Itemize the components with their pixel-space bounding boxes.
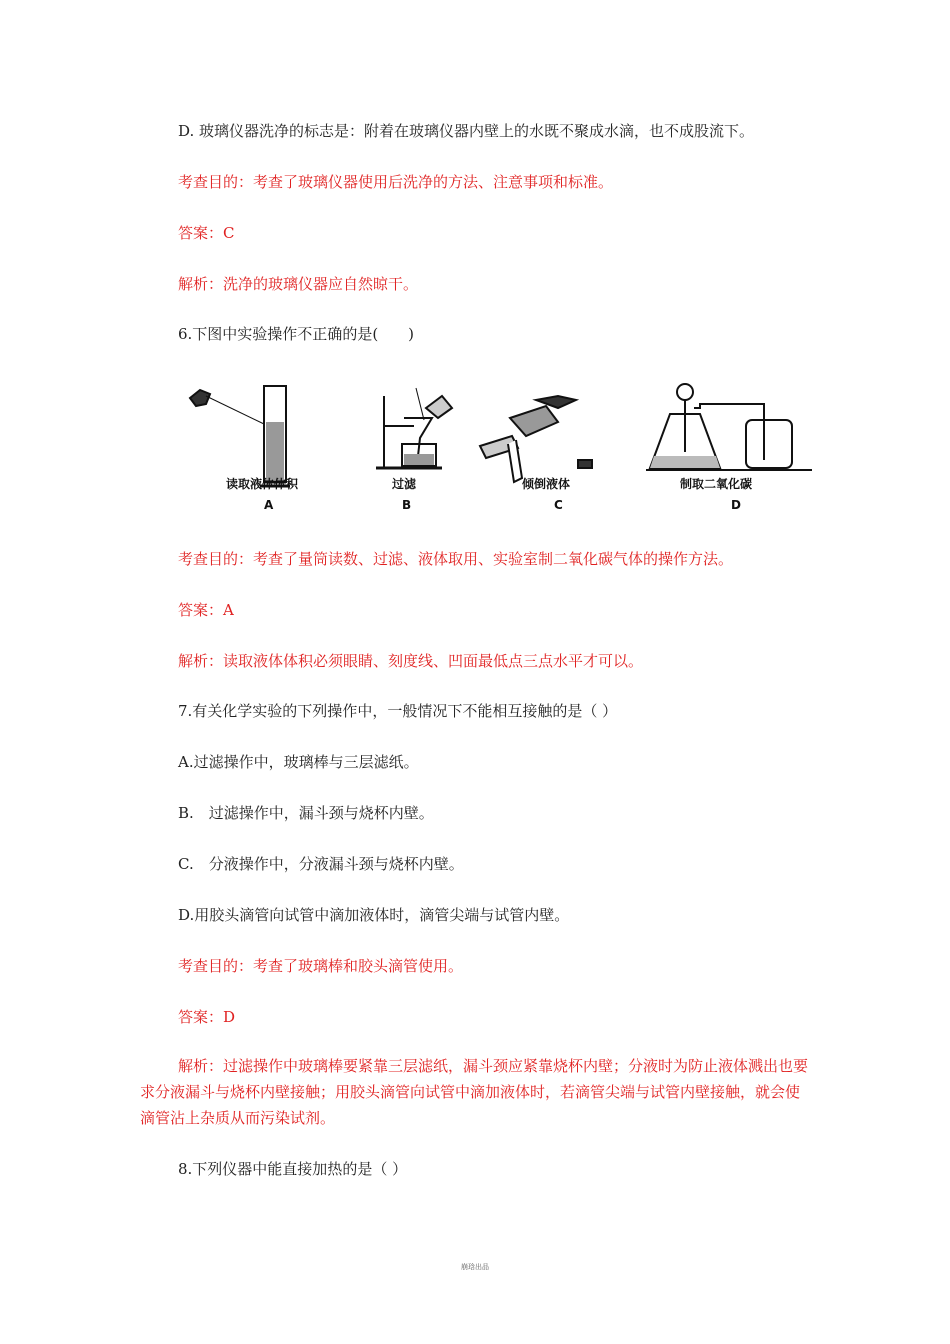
q7-question: 7.有关化学实验的下列操作中，一般情况下不能相互接触的是（ ）: [178, 702, 618, 720]
q5-option-d: D. 玻璃仪器洗净的标志是：附着在玻璃仪器内壁上的水既不聚成水滴，也不成股流下。: [178, 122, 755, 140]
q7-option-b: B. 过滤操作中，漏斗颈与烧杯内壁。: [178, 804, 434, 822]
page-footer: 崩琀出品: [461, 1263, 489, 1271]
q5-analysis: 解析：洗净的玻璃仪器应自然晾干。: [178, 275, 419, 293]
panel-c-letter: C: [554, 498, 563, 512]
q7-analysis: 解析：过滤操作中玻璃棒要紧靠三层滤纸，漏斗颈应紧靠烧杯内壁；分液时为防止液体溅出也要求分液漏斗与烧杯内壁接触；用胶头滴管向试管中滴加液体时，若滴管尖端与试管内壁接触，就会使滴管沾上杂质从而污染试剂。: [140, 1057, 809, 1127]
q7-purpose: 考查目的：考查了玻璃棒和胶头滴管使用。: [178, 957, 464, 975]
q7-answer: 答案：D: [178, 1008, 236, 1026]
lab-operations-figure: [180, 378, 820, 516]
q6-purpose: 考查目的：考查了量筒读数、过滤、液体取用、实验室制二氧化碳气体的操作方法。: [178, 550, 734, 568]
panel-c-pouring: [480, 396, 592, 482]
q5-purpose: 考查目的：考查了玻璃仪器使用后洗净的方法、注意事项和标准。: [178, 173, 614, 191]
panel-b-letter: B: [402, 498, 412, 512]
panel-c-label: 倾倒液体: [522, 477, 571, 491]
panel-a-graduated-cylinder: [190, 386, 290, 486]
q6-question: 6.下图中实验操作不正确的是( ): [178, 325, 415, 343]
panel-d-co2-apparatus: [646, 384, 812, 470]
q8-question: 8.下列仪器中能直接加热的是（ ）: [178, 1160, 408, 1178]
panel-a-label: 读取液体体积: [226, 477, 299, 491]
q7-analysis-paragraph: [140, 1053, 812, 1131]
q7-option-a: A.过滤操作中，玻璃棒与三层滤纸。: [178, 753, 419, 771]
panel-a-letter: A: [264, 498, 274, 512]
lab-operations-svg: [180, 378, 820, 516]
q7-option-d: D.用胶头滴管向试管中滴加液体时，滴管尖端与试管内壁。: [178, 906, 570, 924]
q5-answer: 答案：C: [178, 224, 235, 242]
panel-b-filtration: [376, 388, 452, 468]
panel-d-label: 制取二氧化碳: [680, 477, 753, 491]
q6-answer: 答案：A: [178, 601, 234, 619]
panel-d-letter: D: [731, 498, 741, 512]
q6-analysis: 解析：读取液体体积必须眼睛、刻度线、凹面最低点三点水平才可以。: [178, 652, 644, 670]
q7-option-c: C. 分液操作中，分液漏斗颈与烧杯内壁。: [178, 855, 464, 873]
panel-b-label: 过滤: [392, 477, 417, 491]
